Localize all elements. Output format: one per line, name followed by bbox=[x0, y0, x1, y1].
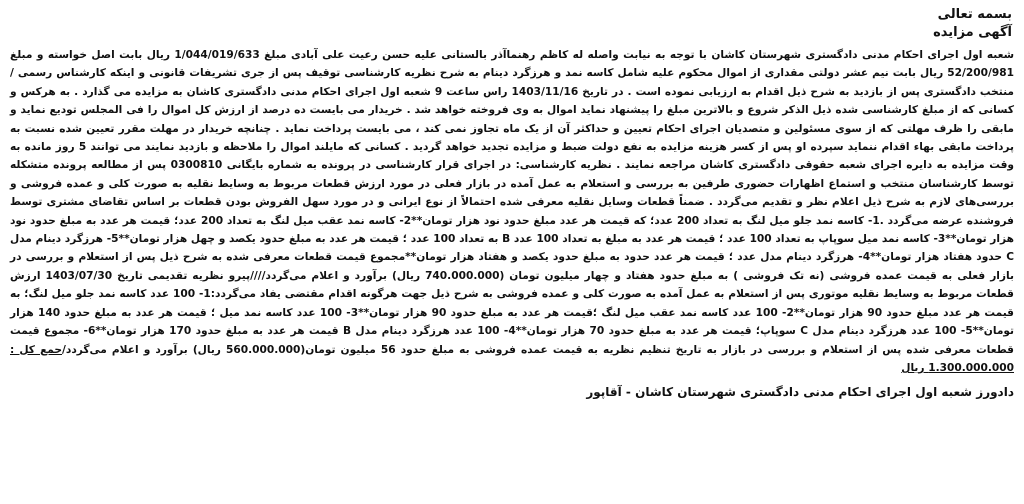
notice-header bbox=[10, 6, 1012, 42]
notice-body bbox=[10, 46, 1014, 377]
notice-body-text: شعبه اول اجرای احکام مدنی دادگستری شهرستان کاشان با توجه به نیابت واصله له کاظم رهنماآذر بالستانی علیه حسن رعیت علی آبادی مبلغ 1/044/019/633 ریال بابت اصل خواسته و مبلغ 52/200/981 ریال بابت نیم عشر دولتی مقداری از اموال محکوم علیه شامل کاسه نمد و هرزگرد دینام به شرح نظریه کارشناسی توقیف پس از جری تشریفات قانونی و اینکه کارشناس رسمی / منتخب دادگستری پس از بازدید به شرح ذیل اقدام به ارزیابی نموده است . در تاریخ 1403/11/16 راس ساعت 9 شعبه اول اجرای احکام مدنی دادگستری کاشان به مزایده می گذارد . به هرکس و کسانی که از مبلغ کارشناسی شده ذیل الذکر شروع و بالاترین مبلغ را پیشنهاد نماید اموال به وی فروخته خواهد شد . خریدار می بایست ده درصد از ارزش کل اموال را فی المجلس تودیع نماید و مابقی را ظرف مهلتی که از سوی مسئولین و متصدیان اجرای احکام تعیین و حداکثر آن از یک ماه تجاوز نمی کند ، می بایست پرداخت نماید . چنانچه خریدار در مهلت مقرر تعیین شده نسبت به پرداخت مابقی بهاء اقدام ننماید سپرده او پس از کسر هزینه مزایده به نفع دولت ضبط و مزایده تجدید خواهد گردید . کسانی که مایلند اموال را ملاحظه و بازدید نمایند می توانند 5 روز مانده به وقت مزایده به دایره اجرای شعبه حقوقی دادگستری کاشان مراجعه نمایند . نظریه کارشناسی: در اجرای قرار کارشناسی در پرونده به شماره بایگانی 0300810 پس از مطالعه پرونده متشکله توسط کارشناسان منتخب و استماع اظهارات حضوری طرفین به بررسی و استعلام به عمل آمده در بازار فعلی در مورد ارزش قطعات مربوط به وسایط نقلیه به صورت کلی و عمده فروشی و بررسی‌های لازم به شرح ذیل اعلام نظر و تقدیم می‌گردد . ضمناً قطعات وسایل نقلیه معرفی شده احتمالاً از نوع ایرانی و در مورد سهل الفروش بودن قطعات بر اساس تقاضای مشتری توسط فروشنده عرضه می‌گردد .1- کاسه نمد جلو میل لنگ به تعداد 200 عدد؛ که قیمت هر عدد مبلغ حدود نود هزار تومان**2- کاسه نمد عقب میل لنگ به تعداد 200 عدد؛ قیمت هر عدد به مبلغ حدود نود هزار تومان**3- کاسه نمد میل سوپاپ به تعداد 100 عدد ؛ قیمت هر عدد به مبلغ به تعداد 100 عدد B به تعداد 100 عدد ؛ قیمت هر عدد به مبلغ حدود یکصد و چهل هزار تومان**5- هرزگرد دینام مدل C حدود هفتاد هزار تومان**4- هرزگرد دینام مدل عدد ؛ قیمت هر عدد حدود به مبلغ حدود یکصد و هفتاد هزار تومان**مجموع قیمت قطعات معرفی شده به شرح ذیل پس از استعلام و بررسی در بازار فعلی به قیمت عمده فروشی (نه تک فروشی ) به مبلغ حدود هفتاد و چهار میلیون تومان (740.000.000 ریال) برآورد و اعلام می‌گردد////پیرو نظریه تقدیمی تاریخ 1403/07/30 ارزش قطعات مربوط به وسایط نقلیه موتوری پس از استعلام به عمل آمده به صورت کلی و عمده فروشی به شرح ذیل جهت هرگونه اقدام مقتضی یفاد می‌گردد:1- 100 عدد کاسه نمد جلو میل لنگ؛ به قیمت هر عدد مبلغ حدود 90 هزار تومان**2- 100 عدد کاسه نمد عقب میل لنگ ؛قیمت هر عدد به مبلغ حدود 90 هزار تومان**3- 100 عدد کاسه نمد میل ؛ قیمت هر عدد به مبلغ حدود 140 هزار تومان**5- 100 عدد هرزگرد دینام مدل C سوپاپ؛ قیمت هر عدد به مبلغ حدود 70 هزار تومان**4- 100 عدد هرزگرد دینام مدل B قیمت هر عدد به مبلغ حدود 170 هزار تومان**6- مجموع قیمت قطعات معرفی شده پس از استعلام و بررسی در بازار به تاریخ تنظیم نظریه به قیمت عمده فروشی به مبلغ حدود 56 میلیون تومان(560.000.000 ریال) برآورد و اعلام می‌گردد/ bbox=[10, 49, 1015, 356]
notice-title: آگهی مزایده bbox=[933, 25, 1012, 40]
bismillah-heading: بسمه تعالی bbox=[937, 7, 1012, 22]
notice-signature: دادورز شعبه اول اجرای احکام مدنی دادگستری شهرستان کاشان - آقاپور bbox=[586, 385, 1014, 400]
grand-total: جمع کل : 1.300.000.000 ریال bbox=[10, 343, 1014, 374]
